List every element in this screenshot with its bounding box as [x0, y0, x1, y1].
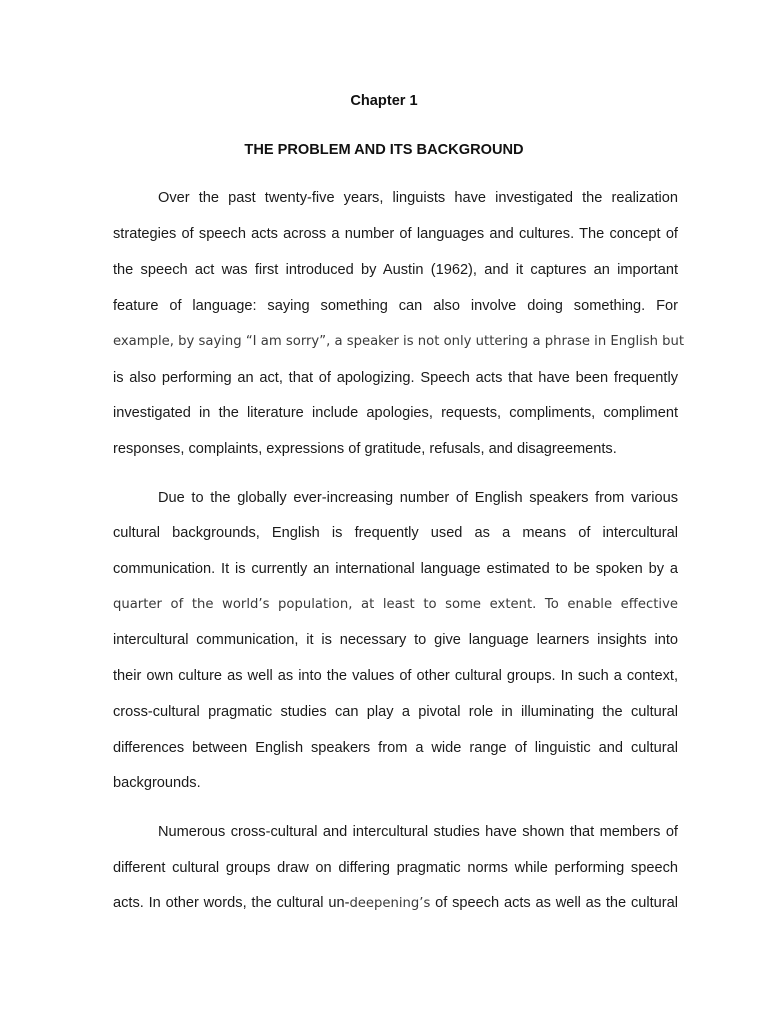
chapter-title: THE PROBLEM AND ITS BACKGROUND — [244, 142, 524, 158]
paragraph-2-line-1: Due to the globally ever-increasing number of English speakers from various — [158, 490, 678, 506]
paragraph-2-line-5: intercultural communication, it is necessary to give language learners insights into — [113, 632, 678, 648]
paragraph-3-line-3-styled: deepening’s — [349, 896, 431, 911]
paragraph-2-line-9: backgrounds. — [113, 775, 201, 791]
paragraph-2-line-3: communication. It is currently an international language estimated to be spoken by a — [113, 561, 678, 577]
paragraph-3-line-2: different cultural groups draw on differing pragmatic norms while performing speech — [113, 860, 678, 876]
paragraph-3-line-3-before: acts. In other words, the cultural un- — [113, 895, 350, 911]
paragraph-1-line-3: the speech act was first introduced by Austin (1962), and it captures an important — [113, 262, 678, 278]
paragraph-3-line-3-after: of speech acts as well as the cultural — [430, 895, 678, 911]
paragraph-2-line-7: cross-cultural pragmatic studies can play a pivotal role in illuminating the cultural — [113, 704, 678, 720]
paragraph-2-line-8: differences between English speakers from a wide range of linguistic and cultural — [113, 740, 678, 756]
paragraph-1-line-5: example, by saying “I am sorry”, a speaker is not only uttering a phrase in English but — [113, 334, 685, 349]
paragraph-3-line-3 — [113, 894, 678, 913]
paragraph-2-line-2: cultural backgrounds, English is frequently used as a means of intercultural — [113, 525, 678, 541]
paragraph-3-line-1: Numerous cross-cultural and intercultural studies have shown that members of — [158, 824, 678, 840]
paragraph-2-line-4: quarter of the world’s population, at least to some extent. To enable effective — [113, 597, 678, 612]
paragraph-1-line-2: strategies of speech acts across a number of languages and cultures. The concept of — [113, 226, 678, 242]
paragraph-1-line-1: Over the past twenty-five years, linguists have investigated the realization — [158, 190, 678, 206]
chapter-heading: Chapter 1 — [350, 93, 418, 109]
paragraph-2-line-6: their own culture as well as into the values of other cultural groups. In such a context, — [113, 668, 678, 684]
paragraph-1-line-7: investigated in the literature include apologies, requests, compliments, compliment — [113, 405, 678, 421]
paragraph-1-line-6: is also performing an act, that of apologizing. Speech acts that have been frequently — [113, 370, 678, 386]
paragraph-1-line-4: feature of language: saying something can also involve doing something. For — [113, 298, 678, 314]
paragraph-1-line-8: responses, complaints, expressions of gratitude, refusals, and disagreements. — [113, 441, 617, 457]
